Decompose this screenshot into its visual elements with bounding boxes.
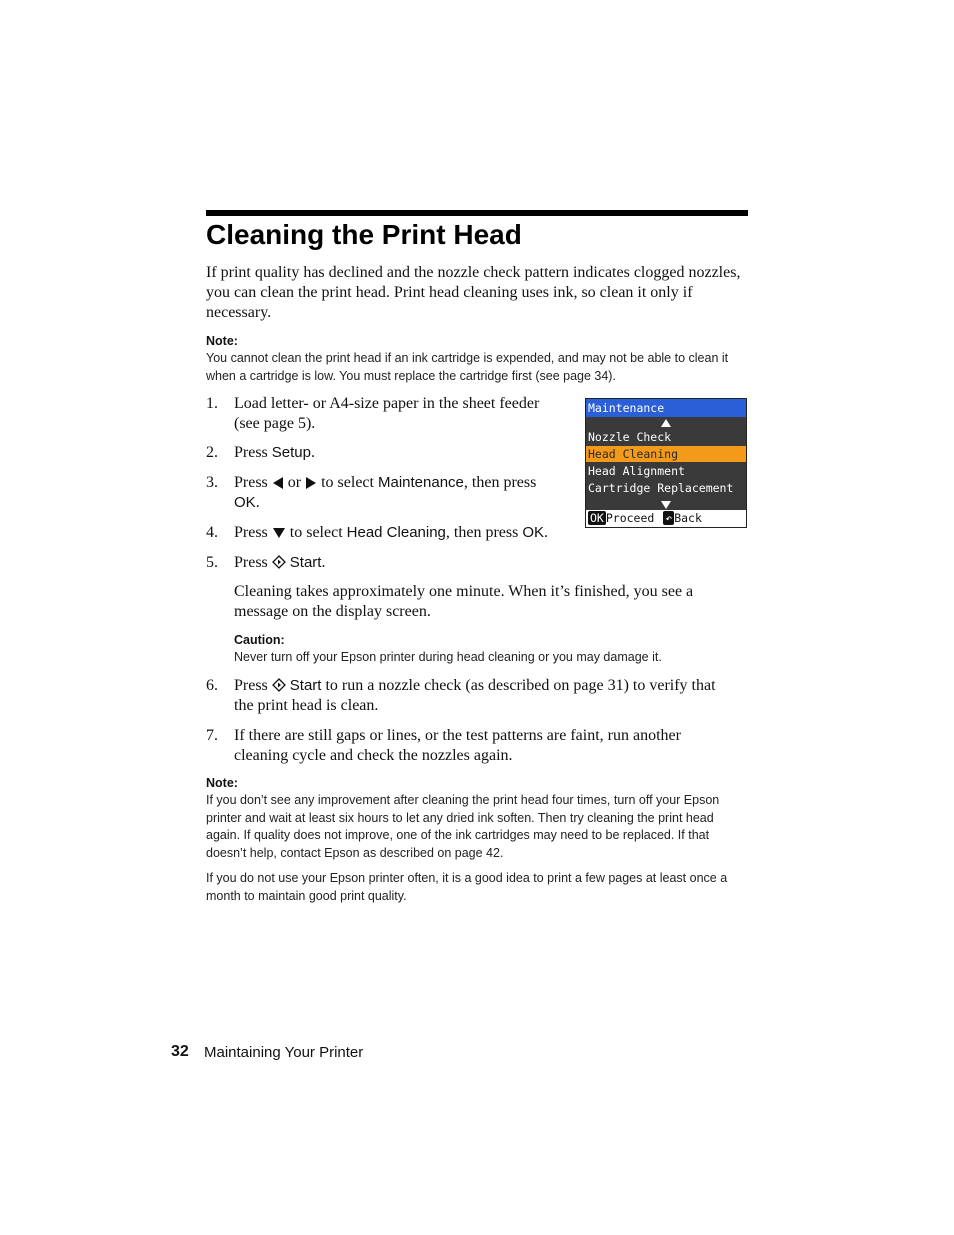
page-title: Cleaning the Print Head: [206, 219, 522, 250]
note-text: You cannot clean the print head if an ink cartridge is expended, and may not be able to clean it when a cartridge is low. You must replace the cartridge first (see page 34).: [206, 351, 729, 383]
step-text: Press Start to run a nozzle check (as described on page 31) to verify that the print head is clean.: [234, 677, 716, 714]
proceed-label: Proceed: [605, 511, 655, 525]
lcd-display: [585, 398, 747, 528]
caution-label: Caution:: [234, 633, 285, 647]
down-arrow-icon: [273, 528, 285, 538]
start-icon: [272, 678, 286, 692]
lcd-menu-item: Cartridge Replacement: [588, 481, 734, 495]
scroll-down-icon: [661, 501, 671, 509]
lcd-menu-item: Head Alignment: [588, 464, 685, 478]
intro-paragraph: If print quality has declined and the nozzle check pattern indicates clogged nozzles, you can clean the print head. Print head cleaning uses ink, so clean it only if necessary.: [206, 264, 741, 321]
step-number: 2.: [206, 444, 218, 461]
step-5-followup: Cleaning takes approximately one minute. When it’s finished, you see a message on the display screen.: [234, 583, 694, 620]
lcd-header: Maintenance: [586, 399, 746, 417]
step-text: Load letter- or A4-size paper in the sheet feeder (see page 5).: [234, 395, 540, 432]
right-arrow-icon: [306, 477, 316, 489]
step-text: Press Start.: [234, 554, 326, 571]
start-button-label: Start: [289, 554, 322, 571]
step-text: Press Setup.: [234, 444, 315, 461]
caution-text: Never turn off your Epson printer during head cleaning or you may damage it.: [234, 650, 662, 664]
step-text: If there are still gaps or lines, or the test patterns are faint, run another cleaning cycle and check the nozzles again.: [234, 727, 681, 764]
back-label: Back: [674, 511, 702, 525]
back-key-icon: ↶: [665, 511, 673, 525]
step-number: 3.: [206, 474, 218, 491]
note-label: Note:: [206, 334, 238, 348]
step-number: 6.: [206, 677, 218, 694]
start-icon: [272, 555, 286, 569]
footer-section-title: Maintaining Your Printer: [204, 1044, 364, 1061]
scroll-up-icon: [661, 419, 671, 427]
page-number: 32: [171, 1043, 189, 1060]
lcd-menu-item-selected: Head Cleaning: [586, 446, 746, 462]
start-button-label: Start: [289, 677, 322, 694]
step-number: 4.: [206, 524, 218, 541]
ok-button-label: OK: [234, 494, 256, 511]
setup-button-label: Setup: [271, 444, 311, 461]
step-text: Press or to select Maintenance, then press OK.: [234, 474, 537, 511]
step-number: 7.: [206, 727, 218, 744]
note-text: If you don’t see any improvement after cleaning the print head four times, turn off your Epson printer and wait at least six hours to let any dried ink soften. Then try cleaning the print head again. If quality does not improve, one of the ink cartridges may need to be replaced. If that doesn’t help, contact Epson as described on page 42.: [206, 793, 720, 860]
lcd-footer: [586, 510, 746, 527]
step-number: 5.: [206, 554, 218, 571]
tip-text: If you do not use your Epson printer often, it is a good idea to print a few pages at least once a month to maintain good print quality.: [206, 871, 728, 903]
maintenance-label: Maintenance: [377, 474, 464, 491]
step-text: Press to select Head Cleaning, then press OK.: [234, 524, 549, 541]
head-cleaning-label: Head Cleaning: [346, 524, 446, 541]
step-number: 1.: [206, 395, 218, 412]
left-arrow-icon: [273, 477, 283, 489]
ok-key-icon: OK: [590, 511, 604, 525]
ok-button-label: OK: [522, 524, 545, 541]
lcd-menu-item: Nozzle Check: [588, 430, 672, 444]
note-label: Note:: [206, 776, 238, 790]
